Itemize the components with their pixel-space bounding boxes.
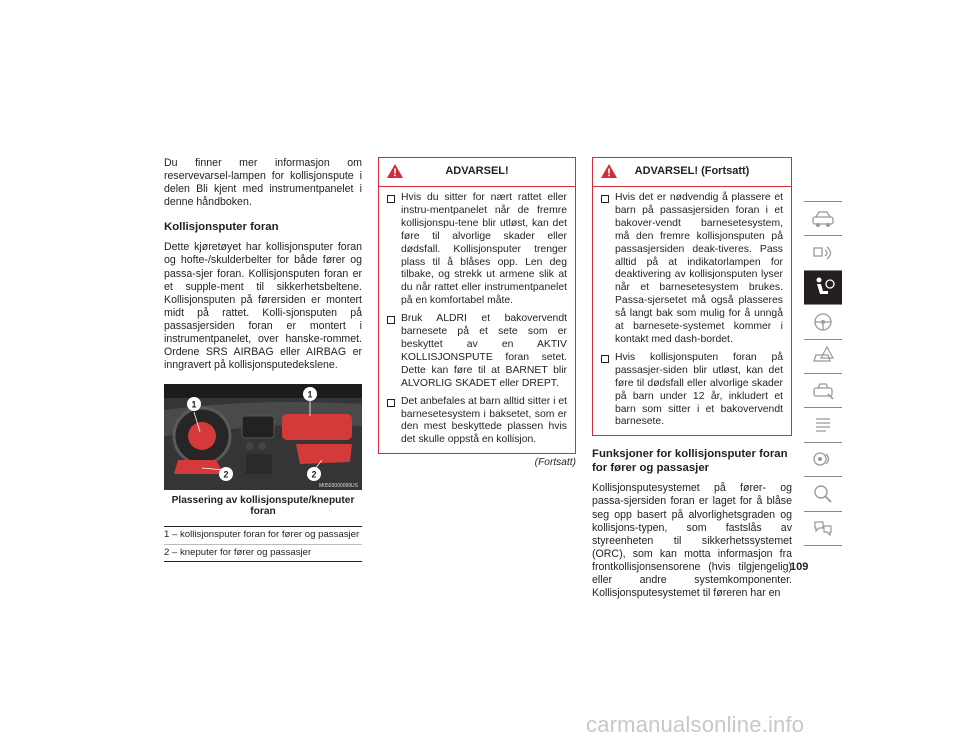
warning-box xyxy=(378,157,576,454)
list-item: Hvis du sitter for nært rattet eller instru-mentpanelet når de fremre kollisjonspu-tene blir utløst, kan det føre til alvorlige skader eller dødsfall. Kollisjonsputer trenger plass til å blåses opp. Len deg tilbake, og strekk ut armene slik at du når rattet eller instrumentpanelet på en komfortabel måte. xyxy=(385,192,567,308)
left-column xyxy=(164,157,362,562)
vehicle-signal-icon xyxy=(810,242,836,264)
svg-text:2: 2 xyxy=(223,469,229,480)
list-item: Det anbefales at barn alltid sitter i et barnesetesystem i baksetet, som er den mest beskyttede plassen hvis det skulle oppstå en kollisjon. xyxy=(385,396,567,448)
chapter-tabs xyxy=(804,201,842,546)
warning-title: ADVARSEL! xyxy=(445,165,509,177)
tab-airbag-seat[interactable] xyxy=(804,271,842,305)
driver-airbag-highlight xyxy=(188,422,216,450)
page-number: 109 xyxy=(790,561,809,573)
multimedia-icon xyxy=(810,448,836,470)
checkbox-bullet-icon xyxy=(601,195,609,203)
search-index-icon xyxy=(810,483,836,505)
warning-list xyxy=(593,187,791,435)
callout-1-passenger xyxy=(303,387,317,401)
warning-title: ADVARSEL! (Fortsatt) xyxy=(634,165,750,177)
checkbox-bullet-icon xyxy=(387,399,395,407)
svg-text:1: 1 xyxy=(307,389,313,400)
airbag-seat-icon xyxy=(810,276,836,298)
tab-car-info[interactable] xyxy=(804,202,842,236)
car-warning-icon xyxy=(810,345,836,367)
site-watermark: carmanualsonline.info xyxy=(586,712,805,737)
airbag-location-figure xyxy=(164,384,362,490)
warning-header xyxy=(379,158,575,187)
airbag-functions-paragraph: Kollisjonsputesystemet på fører- og passa-sjersiden foran er laget for å blåse seg opp basert på alvorlighetsgraden og kollisjons-typen, som fastslås av styreenheten til sikkerhetssystemet (ORC), som kan motta informasjon fra frontkollisjonsensorene (hvis tilgjengelig) eller andre systemkomponenter. Kollisjonsputesystemet til føreren har en xyxy=(592,482,792,600)
tab-car-warning[interactable] xyxy=(804,340,842,374)
warning-box-continued xyxy=(592,157,792,436)
tab-specifications[interactable] xyxy=(804,408,842,442)
tab-vehicle-signal[interactable] xyxy=(804,236,842,270)
callout-1-driver xyxy=(187,397,201,411)
tab-service-car[interactable] xyxy=(804,374,842,408)
warning-list xyxy=(379,187,575,453)
middle-column xyxy=(378,157,576,468)
svg-text:2: 2 xyxy=(311,469,317,480)
section-heading-front-airbags: Kollisjonsputer foran xyxy=(164,221,279,234)
service-car-icon xyxy=(810,380,836,402)
tab-multimedia[interactable] xyxy=(804,443,842,477)
list-item: Hvis kollisjonsputen foran på passasjer-siden blir utløst, kan det føre til dødsfall eller alvorlige skader på barn under 12 år, inkludert et barn som sitter i et bakovervendt barnesete. xyxy=(599,352,783,429)
list-item: Hvis det er nødvendig å plassere et barn på passasjersiden foran i et bakover-vendt barnesetesystem, må den fremre kollisjonsputen på passasjersiden deak-tiveres. Pass alltid på at indikatorlampen for deaktivering av kollisjonsputen lyser når et barnesetesystem brukes. Passa-sjersetet må også plasseres så langt bak som mulig for å unngå at barnesete-systemet kommer i kontakt med dash-bordet. xyxy=(599,192,783,347)
callout-2-driver xyxy=(219,467,233,481)
passenger-airbag-highlight xyxy=(282,414,352,440)
checkbox-bullet-icon xyxy=(387,316,395,324)
tab-search-index[interactable] xyxy=(804,477,842,511)
figure-legend xyxy=(164,526,362,562)
figure-code: M0503000099US xyxy=(319,483,358,490)
car-info-icon xyxy=(810,208,836,230)
language-icon xyxy=(810,517,836,539)
figure-caption: Plassering av kollisjonspute/kneputer foran xyxy=(171,495,355,518)
dashboard-illustration xyxy=(164,384,362,490)
continued-note: (Fortsatt) xyxy=(534,457,576,469)
intro-paragraph: Du finner mer informasjon om reservevarsel-lampen for kollisjonspute i delen Bli kjent med instrumentpanelet i denne håndboken. xyxy=(164,157,362,209)
right-column xyxy=(592,157,792,600)
passenger-knee-airbag-highlight xyxy=(296,444,352,464)
checkbox-bullet-icon xyxy=(387,195,395,203)
callout-2-passenger xyxy=(307,467,321,481)
driver-knee-airbag-highlight xyxy=(174,460,224,474)
section-heading-airbag-functions: Funksjoner for kollisjonsputer foran for fører og passasjer xyxy=(592,448,788,475)
front-airbags-paragraph: Dette kjøretøyet har kollisjonsputer foran og hofte-/skulderbelter for både fører og passa-sjer foran. Kollisjonsputen foran er et supple-ment til sikkerhetsbeltene. Kollisjonsputen på førersiden er montert midt på rattet. Kolli-sjonsputen på passasjersiden foran er montert i instrumentpanelet, over hanske-rommet. Ordene SRS AIRBAG eller AIRBAG er inngravert på kollisjonsputedekslene. xyxy=(164,241,362,372)
legend-item-2: 2 – kneputer for fører og passasjer xyxy=(164,545,362,563)
tab-steering-wheel[interactable] xyxy=(804,305,842,339)
legend-item-1: 1 – kollisjonsputer foran for fører og passasjer xyxy=(164,527,362,545)
warning-header xyxy=(593,158,791,187)
svg-text:1: 1 xyxy=(191,399,197,410)
list-item: Bruk ALDRI et bakovervendt barnesete på et sete som er beskyttet av en AKTIV KOLLISJONSPUTE foran setet. Dette kan føre til at BARNET blir ALVORLIG SKADET eller DREPT. xyxy=(385,313,567,390)
steering-wheel-icon xyxy=(810,311,836,333)
tab-language[interactable] xyxy=(804,512,842,546)
specifications-list-icon xyxy=(810,414,836,436)
checkbox-bullet-icon xyxy=(601,355,609,363)
